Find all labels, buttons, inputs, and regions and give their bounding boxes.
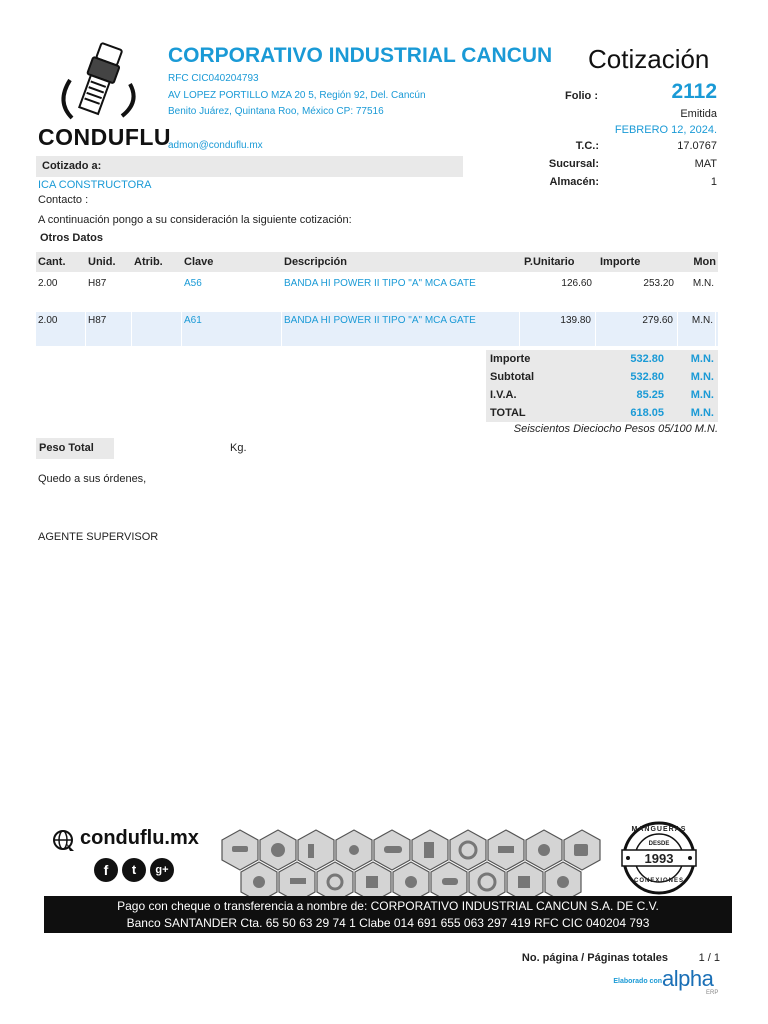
intro-text: A continuación pongo a su consideración la siguiente cotización: bbox=[38, 214, 352, 226]
totals-importe-row bbox=[486, 350, 718, 368]
importe-value: 532.80 bbox=[630, 353, 664, 365]
warehouse-label: Almacén: bbox=[549, 176, 599, 188]
row-attribute bbox=[134, 275, 182, 309]
other-data-label: Otros Datos bbox=[40, 232, 103, 244]
header-unit: Unid. bbox=[88, 256, 116, 268]
globe-icon bbox=[52, 829, 76, 856]
twitter-icon[interactable]: t bbox=[122, 858, 146, 882]
row-amount: 253.20 bbox=[643, 278, 674, 289]
totals-total-row bbox=[486, 404, 718, 422]
importe-currency: M.N. bbox=[690, 353, 714, 365]
items-table bbox=[36, 252, 718, 346]
row-code: A56 bbox=[184, 278, 202, 289]
made-with-label: Elaborado con bbox=[613, 978, 662, 985]
subtotal-label: Subtotal bbox=[490, 371, 534, 383]
branch-value: MAT bbox=[694, 158, 717, 170]
header-code: Clave bbox=[184, 256, 214, 268]
row-description: BANDA HI POWER II TIPO "A" MCA GATE bbox=[284, 312, 520, 346]
table-row bbox=[36, 275, 718, 309]
warehouse-value: 1 bbox=[710, 176, 717, 188]
table-row bbox=[36, 312, 718, 346]
seal-top-text: MANGUERAS bbox=[631, 826, 687, 833]
pages-value: 1 / 1 bbox=[698, 952, 720, 964]
company-email-link[interactable]: admon@conduflu.mx bbox=[168, 140, 263, 151]
document-type: Cotización bbox=[588, 44, 710, 74]
row-currency: M.N. bbox=[682, 312, 716, 346]
row-unit: H87 bbox=[88, 312, 132, 346]
row-currency: M.N. bbox=[692, 278, 714, 289]
header-quantity: Cant. bbox=[38, 256, 66, 268]
folio-label: Folio : bbox=[565, 90, 598, 102]
header-unit-price: P.Unitario bbox=[524, 256, 575, 268]
row-unit-price: 126.60 bbox=[561, 278, 592, 289]
alpha-erp-logo-sub: ERP bbox=[706, 990, 719, 996]
total-currency: M.N. bbox=[690, 407, 714, 419]
totals-iva-row bbox=[486, 386, 718, 404]
row-attribute bbox=[134, 312, 182, 346]
client-contact: Contacto : bbox=[38, 194, 89, 206]
company-logo bbox=[36, 42, 172, 152]
folio-number: 2112 bbox=[671, 80, 717, 103]
payment-info-line2: Banco SANTANDER Cta. 65 50 63 29 74 1 Clabe 014 691 655 063 297 419 RFC CIC 040204 793 bbox=[126, 916, 650, 930]
client-section-label: Cotizado a: bbox=[42, 160, 102, 172]
row-unit-price: 139.80 bbox=[524, 312, 596, 346]
importe-label: Importe bbox=[490, 353, 531, 365]
row-unit: H87 bbox=[88, 278, 107, 289]
since-1993-seal bbox=[618, 820, 700, 896]
row-code: A61 bbox=[184, 312, 282, 346]
subtotal-value: 532.80 bbox=[630, 371, 664, 383]
exchange-rate-value: 17.0767 bbox=[677, 140, 717, 152]
alpha-erp-logo: alpha bbox=[662, 966, 714, 991]
row-quantity: 2.00 bbox=[38, 278, 58, 289]
google-plus-icon[interactable]: g+ bbox=[150, 858, 174, 882]
company-address-line1: AV LOPEZ PORTILLO MZA 20 5, Región 92, Del. Cancún bbox=[168, 90, 426, 101]
closing-text: Quedo a sus órdenes, bbox=[38, 473, 147, 485]
amount-in-words: Seiscientos Dieciocho Pesos 05/100 M.N. bbox=[513, 423, 718, 435]
products-collage-image bbox=[212, 818, 612, 896]
website-link[interactable]: conduflu.mx bbox=[80, 827, 199, 849]
header-currency: Mon bbox=[693, 256, 716, 268]
row-description: BANDA HI POWER II TIPO "A" MCA GATE bbox=[284, 278, 476, 289]
total-label: TOTAL bbox=[490, 407, 526, 419]
seal-since-text: DESDE bbox=[648, 841, 670, 847]
row-amount: 279.60 bbox=[600, 312, 678, 346]
header-amount: Importe bbox=[600, 256, 641, 268]
branch-label: Sucursal: bbox=[548, 158, 599, 170]
totals-subtotal-row bbox=[486, 368, 718, 386]
company-name: CORPORATIVO INDUSTRIAL CANCUN bbox=[168, 44, 553, 67]
header-attribute: Atrib. bbox=[134, 256, 163, 268]
iva-value: 85.25 bbox=[636, 389, 664, 401]
header-description: Descripción bbox=[284, 256, 347, 268]
facebook-icon[interactable]: f bbox=[94, 858, 118, 882]
weight-unit: Kg. bbox=[230, 442, 247, 454]
company-rfc: RFC CIC040204793 bbox=[168, 73, 259, 84]
document-status: Emitida bbox=[680, 108, 717, 120]
pages-label: No. página / Páginas totales bbox=[521, 952, 668, 964]
payment-info-line1: Pago con cheque o transferencia a nombre de: CORPORATIVO INDUSTRIAL CANCUN S.A. DE C.V. bbox=[117, 899, 659, 913]
totals-box bbox=[486, 350, 718, 422]
seal-year: 1993 bbox=[644, 851, 674, 866]
row-quantity: 2.00 bbox=[38, 312, 86, 346]
weight-label: Peso Total bbox=[39, 442, 94, 454]
iva-currency: M.N. bbox=[690, 389, 714, 401]
document-date: FEBRERO 12, 2024. bbox=[614, 124, 717, 136]
exchange-rate-label: T.C.: bbox=[575, 140, 599, 152]
total-value: 618.05 bbox=[630, 407, 664, 419]
subtotal-currency: M.N. bbox=[690, 371, 714, 383]
agent-name: AGENTE SUPERVISOR bbox=[38, 531, 159, 543]
table-header-row bbox=[36, 252, 718, 272]
company-address-line2: Benito Juárez, Quintana Roo, México CP: 77516 bbox=[168, 106, 384, 117]
client-name: ICA CONSTRUCTORA bbox=[38, 179, 152, 191]
seal-bottom-text: CONEXIONES bbox=[633, 878, 684, 884]
iva-label: I.V.A. bbox=[490, 389, 517, 401]
logo-text: CONDUFLU bbox=[38, 124, 172, 150]
